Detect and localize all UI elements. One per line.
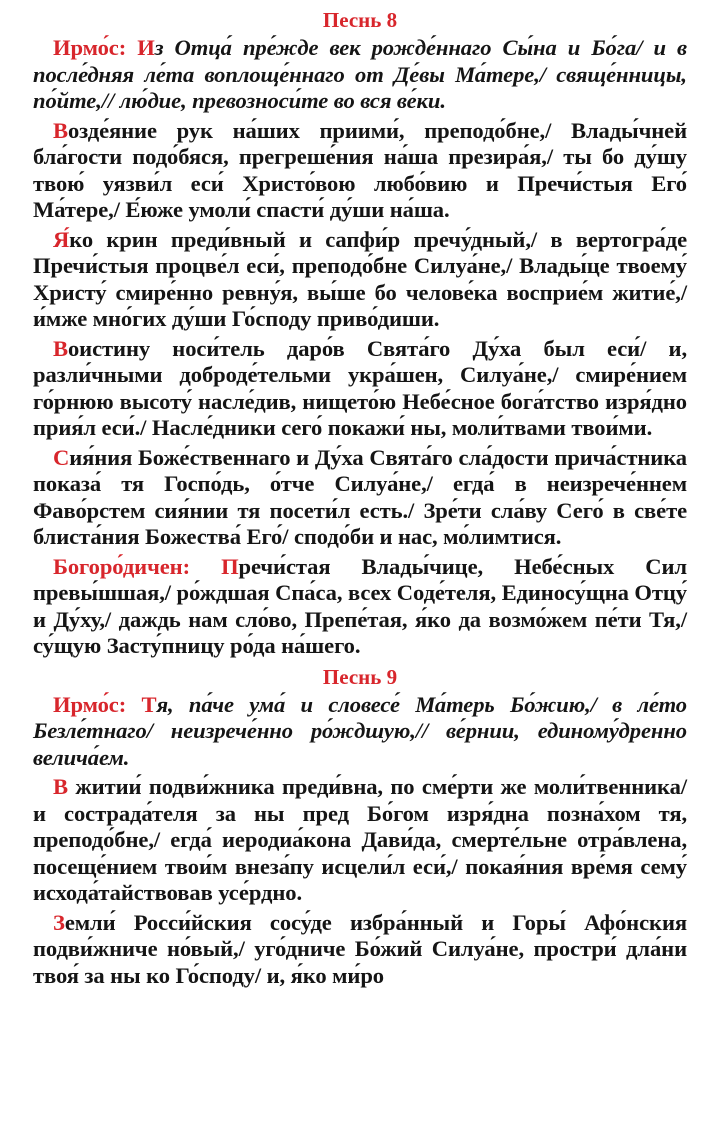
theotokion-label: Богоро́дичен: [53, 553, 222, 579]
song-8-irmos [33, 35, 687, 115]
troparion-text: озде́яние рук на́ших приими́, преподо́бне,/ Влады́чней бла́гости подо́бяся, прегреше́ния на́ша презира́я,/ ты бо ду́шу твою́ уязви́л еси́ Христо́вою любо́вию и Пречи́стыя Его́ Ма́тере,/ Е́юже умоли́ спасти́ ду́ши на́ша. [33, 117, 687, 222]
troparion-text: ия́ния Боже́ственнаго и Ду́ха Свята́го сла́дости прича́стника показа́ тя Госпо́дь, о́тче Силуа́не,/ егда́ в неизрече́ннем Фаво́рстем сия́нии тя посети́л есть./ Зре́ти сла́ву Сего́ в све́те блиста́ния Божества́ Его́/ сподо́би и нас, мо́лимтися. [33, 444, 687, 549]
troparion-text: ко крин преди́вный и сапфи́р пречу́дный,/ в вертогра́де Пречи́стыя процве́л еси́, преподо́бне Силуа́не,/ Влады́це твоему́ Христу́ смире́нно ревну́я, вы́ше бо челове́ка восприе́м житие́,/ и́мже мно́гих ду́ши Го́споду приво́диши. [33, 226, 687, 331]
song-9-heading: Песнь 9 [322, 664, 398, 689]
troparion [33, 774, 687, 907]
initial-letter: Т [141, 691, 157, 717]
irmos-label: Ирмо́с: [53, 35, 138, 60]
troparion-text: емли́ Росси́йския сосу́де избра́нный и Горы́ Афо́нския подви́жниче но́вый,/ уго́дниче Бо́жий Силуа́не, простри́ дла́ни твоя́ за ны ко Го́споду/ и, я́ко ми́ро [33, 909, 687, 988]
song-8-heading: Песнь 8 [322, 8, 398, 32]
initial-letter: П [221, 553, 239, 579]
troparion [33, 336, 687, 442]
theotokion [33, 554, 687, 660]
troparion [33, 445, 687, 551]
troparion-text: оистину носи́тель даро́в Свята́го Ду́ха был еси́/ и, разли́чными доброде́тельми укра́шен, Силуа́не,/ смире́нием го́рнюю высоту́ насле́див, нището́ю Небе́сное бога́тство изря́дно прия́л еси́./ Насле́дники сего́ покажи́ ны, моли́твами твои́ми. [33, 335, 687, 440]
initial-letter: В [53, 335, 68, 361]
song-9-irmos [33, 692, 687, 772]
theotokion-text: речи́стая Влады́чице, Небе́сных Сил превы́шшая,/ ро́ждшая Спа́са, всех Соде́теля, Единосу́щна Отцу́ и Ду́ху,/ даждь нам сло́во, Препе́тая, я́ко да возмо́жем пе́ти Тя,/ су́щую Засту́пницу ро́да на́шего. [33, 553, 687, 658]
initial-letter: С [53, 444, 70, 470]
initial-letter: Я́ [53, 226, 70, 252]
initial-letter: И [137, 35, 155, 60]
irmos-text: я, па́че ума́ и словесе́ Ма́терь Бо́жию,/ в ле́то Безле́тнаго/ неизрече́нно ро́ждшую,// ве́рнии, единому́дренно велича́ем. [33, 691, 688, 770]
initial-letter: В [53, 774, 68, 799]
troparion [33, 118, 687, 224]
irmos-label: Ирмо́с: [53, 691, 142, 717]
initial-letter: В [53, 117, 68, 143]
troparion-text: житии́ подви́жника преди́вна, по сме́рти же моли́твенника/ и сострада́теля за ны пред Бо́гом изря́дна позна́хом тя, преподо́бне,/ егда́ иеродиа́кона Дави́да, смерте́льне отра́влена, посеще́нием твои́м внеза́пу исцели́л еси́,/ покая́ния вре́мя сему́ исхода́тайствовав усе́рдно. [33, 774, 687, 905]
troparion [33, 910, 687, 990]
irmos-text: з Отца́ пре́жде век рожде́ннаго Сы́на и Бо́га/ и в после́дняя ле́та воплоще́ннаго от Де́вы Ма́тере,/ свяще́нницы, по́йте,// лю́дие, превозноси́те во вся ве́ки. [33, 35, 687, 113]
troparion [33, 227, 687, 333]
initial-letter: З [53, 909, 65, 935]
